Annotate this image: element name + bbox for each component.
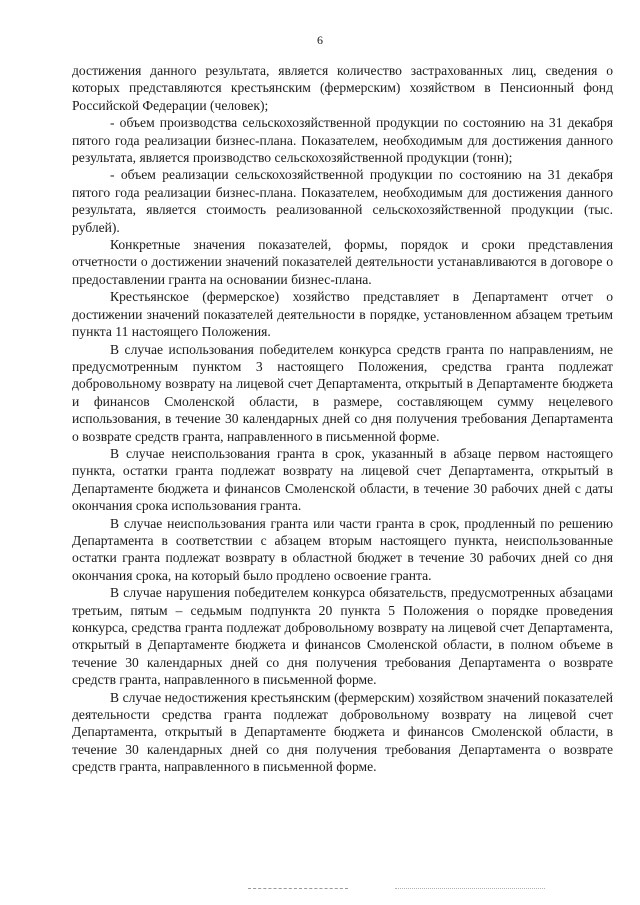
scan-edge-line — [248, 888, 348, 889]
paragraph-obligation-violation: В случае нарушения победителем конкурса обязательств, предусмотренных абзацами третьим, пятым – седьмым подпункта 20 пункта 5 Положения о порядке проведения конкурса, средства гранта подлежат добровольному возврату на лицевой счет Департамента, открытый в Департаменте бюджета и финансов Смоленской области, в полном объеме в течение 30 календарных дней со дня получения требования Департамента о возврате средств гранта, направленного в письменной форме. — [72, 585, 613, 688]
page-number: 6 — [317, 33, 323, 47]
paragraph-sales-volume: - объем реализации сельскохозяйственной продукции по состоянию на 31 декабря пятого года реализации бизнес-плана. Показателем, необходимым для достижения данного результата, является стоимость реализованной сельскохозяйственной продукции (тыс. рублей). — [72, 167, 613, 235]
paragraph-misuse-refund: В случае использования победителем конкурса средств гранта по направлениям, не предусмотренным пунктом 3 настоящего Положения, средства гранта подлежат добровольному возврату на лицевой счет Департамента, открытый в Департаменте бюджета и финансов Смоленской области, в размере, составляющем сумму нецелевого использования, в течение 30 календарных дней со дня получения требования Департамента о возврате средств гранта, направленного в письменной форме. — [72, 341, 613, 444]
paragraph-production-volume: - объем производства сельскохозяйственной продукции по состоянию на 31 декабря пятого года реализации бизнес-плана. Показателем, необходимым для достижения данного результата, является производство сельскохозяйственной продукции (тонн); — [72, 115, 613, 166]
paragraph-unused-grant: В случае неиспользования гранта в срок, указанный в абзаце первом настоящего пункта, остатки гранта подлежат возврату на лицевой счет Департамента, открытый в Департаменте бюджета и финансов Смоленской области, в течение 30 рабочих дней с даты окончания срока использования гранта. — [72, 445, 613, 514]
paragraph-indicator-values: Конкретные значения показателей, формы, порядок и сроки представления отчетности о достижении значений показателей деятельности устанавливаются в договоре о предоставлении гранта на основании бизнес-плана. — [72, 237, 613, 287]
paragraph-farm-report: Крестьянское (фермерское) хозяйство представляет в Департамент отчет о достижении значений показателей деятельности в порядке, установленном абзацем третьим пункта 11 настоящего Положения. — [72, 289, 613, 340]
document-body — [72, 62, 613, 776]
paragraph-extended-term: В случае неиспользования гранта или части гранта в срок, продленный по решению Департамента в соответствии с абзацем вторым настоящего пункта, неиспользованные остатки гранта подлежат возврату в областной бюджет в течение 30 рабочих дней со дня окончания срока, на который было продлено освоение гранта. — [72, 515, 613, 583]
paragraph-indicator-failure: В случае недостижения крестьянским (фермерским) хозяйством значений показателей деятельности средства гранта подлежат добровольному возврату на лицевой счет Департамента, открытый в Департаменте бюджета и финансов Смоленской области, в течение 30 календарных дней со дня получения требования Департамента о возврате средств гранта, направленного в письменной форме. — [72, 689, 613, 775]
paragraph-continuation: достижения данного результата, является количество застрахованных лиц, сведения о которых представляются крестьянским (фермерским) хозяйством в Пенсионный фонд Российской Федерации (человек); — [72, 63, 613, 113]
scan-edge-line — [395, 888, 545, 889]
